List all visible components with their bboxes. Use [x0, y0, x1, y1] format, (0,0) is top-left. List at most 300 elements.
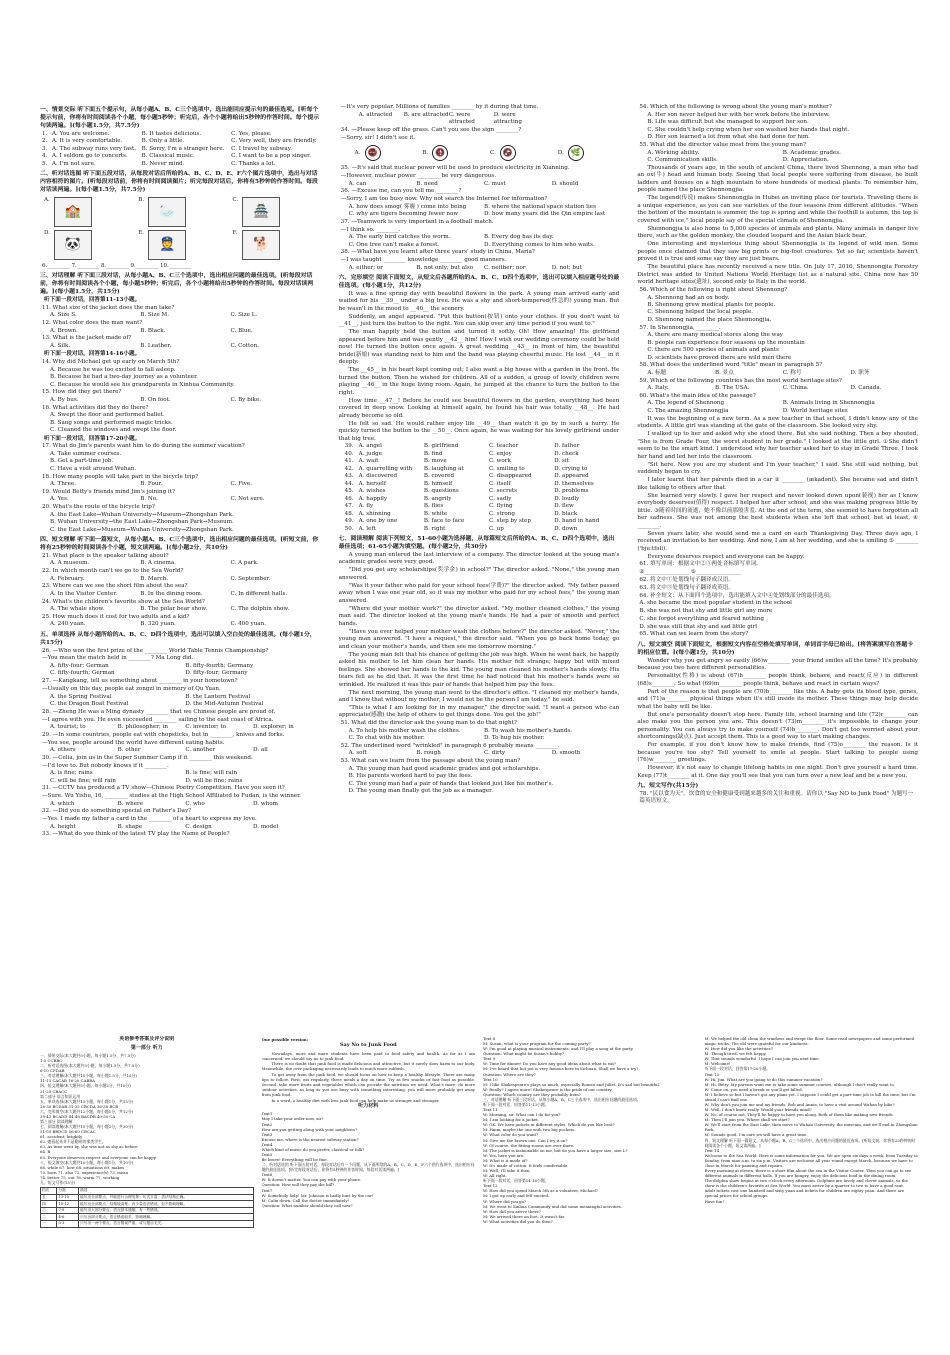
option: C. I travel by subway.: [231, 145, 292, 152]
task-line: 61. 填写单词：根据文中②⑤两处音标填写单词。: [639, 561, 762, 568]
model-essay-body: [262, 1051, 476, 1103]
picture-image-icon: 🦢: [148, 197, 186, 227]
option: B. Academic grades.: [782, 149, 841, 156]
cloze-option: D. check: [554, 450, 579, 457]
cloze-option: D. themselves: [554, 480, 594, 487]
option: B. Leather.: [140, 342, 172, 349]
cloze-option: D. appeared: [554, 473, 589, 480]
answer-line: 九、短文写作(15分): [40, 1179, 76, 1185]
answer-line: 61. accident; brightly: [40, 1134, 83, 1140]
transcript-line: Adult tickets cost one hundred and sixty yuan and tickets for children are eighty yuan. And there are special prices for school groups.: [704, 1188, 905, 1199]
column-reading-writing: [637, 104, 918, 1032]
passage-paragraph: "Was it your father who paid for your school fees(学费)?" the director asked. "My father passed away when I was one year old, so it was my mother who paid for my school fees," the young man answered.: [338, 582, 620, 604]
answer-line: 七、阅读理解(本大题共15小题，每小题2分，共30分): [40, 1124, 134, 1130]
section-2-heading: 二、听对话选图 听下面五段对话，从每段对话后所给的A、B、C、D、E、F六个图片选项中，选出与对话内容相符的图片。[听每段对话前，你将有时间阅读图片；听完每段对话后，你将有5秒钟的作答时间。每段对话读两遍。](每小题1.5分，共7.5分): [40, 170, 318, 193]
option: D. Her son learned a lot from what she had done for him.: [647, 134, 810, 141]
transcript-line: W: How did you spend March 5th as a volunteer, Michael?: [483, 1188, 598, 1194]
passage-paragraph: A young man entered the last interview of a company. The director looked at the young man's academic grades were very good.: [338, 551, 620, 566]
question: 23. Where can we see the short film about the sea?: [42, 583, 188, 590]
cloze-option: A. quarrelling with: [358, 465, 413, 472]
option-row: [647, 150, 918, 157]
option-row: [349, 773, 620, 780]
cloze-option: D. down: [554, 525, 578, 532]
transcript-line: 听下面一段对话，回答第14-16小题。: [483, 1178, 549, 1184]
question: 60. What's the main idea of the passage?: [639, 392, 756, 399]
transcript-line: W: Time for dinner! Do you have any good ideas about what to eat?: [483, 1061, 616, 1067]
essay-paragraph: There is no doubt that junk food is made delicious and attractive, but it surely does harm to our body. Meanwhile, the over packaging necessarily leads to much more rubbish.: [261, 1061, 475, 1072]
cloze-option: C. step by step: [489, 518, 531, 525]
question: 30. —Celia, join us in the Super Summer Camp if it ________ this weekend.: [42, 754, 253, 761]
option: C. must: [484, 180, 506, 187]
transcript-line: W: How did you arrive there?: [483, 1208, 541, 1214]
score-row: [41, 1201, 254, 1208]
transcript-line: Every morning at eleven, there is a short film about the sea in the Visitor Center. Then you can go to see different animals in different halls. If you are hungry, enjoy the delicious food in the dining room.: [704, 1168, 912, 1179]
option-row: [647, 370, 918, 377]
score-cell: 7-9: [57, 1207, 79, 1214]
option: A. others: [50, 747, 76, 754]
question: 13. What is the jacket made of?: [42, 335, 132, 342]
transcript-line: W: No, of course not. They'll be happy to have you along. Both of them like making new friends.: [704, 1112, 894, 1118]
question-reply: —Sorry, I am too busy now. Why not search the Internet for information?: [340, 196, 548, 203]
option: B. Never mind.: [141, 160, 185, 167]
passage-paragraph: The beautiful place has recently received a new title. On July 17, 2016, Shennongjia Forestry District was added to United Nations World Heritage list as a natural site. China now has 50 world heritage sites(遗址), second only to Italy in the world.: [637, 264, 919, 286]
option: D. model: [253, 823, 279, 830]
option: A. The early bird catches the worm.: [348, 234, 451, 241]
question-34-reply: —Sorry, sir! I didn't see it.: [340, 134, 416, 141]
transcript-line: W: All right.: [483, 1173, 507, 1179]
option: C. Five.: [230, 481, 252, 488]
option: A. It is very comfortable.: [52, 138, 123, 145]
question-14: 14. Why did Michael get up early on March 5th?: [42, 359, 180, 366]
option: B. No.: [140, 496, 158, 503]
reading-passage-b: [637, 165, 918, 287]
option-row: [647, 302, 918, 309]
passage-paragraph: The young man felt that his chance of getting the job was high. When he went back, he happily asked his mother to let him clean her hands. His mother felt strange; happy but with mixed feelings. She showed her hands to the kid. The young man cleaned his mother's hands slowly. His tears fell as he did that. It was the first time he had noticed that his mother's hands were so wrinkled. He realized it was this pair of hands that helped him pay the fees.: [338, 651, 620, 688]
cloze-option: C. smiling to: [489, 465, 525, 472]
option: D. all: [253, 747, 268, 754]
transcript-column-3: [705, 1036, 919, 1341]
reading-passage-a: [339, 552, 620, 720]
option-row: [359, 112, 539, 127]
task-line: ②________________ ⑤________________: [639, 569, 741, 576]
score-cell: 档次: [41, 1188, 57, 1195]
passage-paragraph: "Did you get any scholarships(奖学金) in school?" The director asked. "None," the young man answered.: [338, 567, 620, 581]
option: D. will be fine; rains: [185, 777, 243, 784]
passage-paragraph: Wonder why you get angry so easily (66)w________ your friend smiles all the time? It's probably because you two have different personalities.: [637, 657, 919, 672]
picture-answer-blanks: 6.________ 7.________ 8.________ 9.________ 10.________: [42, 262, 192, 269]
option-row: [50, 343, 321, 350]
transcript-line: W: What color do you want?: [483, 1132, 539, 1138]
option: B. rough: [416, 750, 441, 757]
answer-key-subtitle: 第一部分 听力: [130, 1044, 163, 1051]
transcript-line: M: Well, I'll take it then.: [483, 1168, 531, 1174]
cloze-option: D. father: [554, 443, 580, 450]
answer-line: 第三部分 阅读理解: [40, 1119, 73, 1125]
question-number: 1.: [42, 130, 48, 137]
task-line: 63. 将文中③处划线句子翻译成英语。: [639, 584, 734, 591]
option: B. 320 yuan.: [140, 621, 176, 628]
option: A. fifty-four; German: [50, 662, 109, 669]
cloze-number: 48.: [344, 510, 354, 517]
question-number: 5.: [42, 160, 48, 167]
question-20-options: [40, 512, 321, 534]
answer-key-title: 英语参考答案及评分说明: [119, 1036, 175, 1042]
column-listening: [40, 104, 321, 1032]
cloze-paragraph: The man happily held the button and turned it softly. Oh! How amazing! His girlfriend appeared before him and was gently __42__ him! How I wish our wedding ceremony could be held now! He turned the button once again. A great wedding __43__ in front of him, the beautiful bride(新娘) was standing next to him and the band was playing cheerful music. He lost __44__ in it deeply.: [338, 329, 620, 366]
question: 29. —In some countries, people eat with chopsticks, but in ________, knives and forks.: [42, 731, 285, 738]
question: 53. What can we learn from the passage about the young man?: [340, 758, 521, 765]
option: A. Italy.: [647, 385, 669, 392]
cloze-option: B. himself: [423, 480, 453, 487]
sign-label: C.: [490, 149, 496, 156]
option: C. In different halls.: [230, 590, 288, 597]
option: C. the Dragon Boat Festival: [50, 700, 129, 707]
option-row: [50, 374, 321, 381]
option: B. Animals living in Shennongjia: [782, 400, 875, 407]
answer-line: 66. while 67. how 68. situations 69. makes: [40, 1164, 125, 1170]
question-34: 34. —Please keep off the grass. Can't you see the sign ________?: [340, 127, 522, 134]
option: D. Canada.: [850, 385, 882, 392]
option-row: [50, 496, 321, 503]
answer-line: 65. Everyone deserves respect and everyone can be happy.: [40, 1154, 157, 1160]
option-row: [647, 112, 918, 119]
column-grammar-cloze: [339, 104, 620, 1032]
question-row: [42, 146, 321, 153]
option: A. which: [50, 800, 75, 807]
transcript-line: W: Yes, here you are.: [483, 1152, 525, 1158]
transcript-line: W: Hi, Jim. What are you going to do this summer vacation?: [704, 1076, 823, 1082]
section-6-heading: 六、完形填空 阅读下面短文，从短文后各题所给的A、B、C、D四个选项中，选出可以填入相应题号处的最佳选项。(每小题1分，共12分): [338, 274, 620, 290]
picture-option: [232, 230, 320, 260]
option-row: [50, 328, 321, 335]
transcript-line: Text2: [261, 1121, 273, 1127]
option: C. Size L.: [230, 312, 258, 319]
option: C. why are tigers becoming fewer now: [348, 211, 459, 218]
option-row: [50, 621, 321, 628]
option-row: [647, 317, 918, 324]
picture-option: [44, 230, 132, 260]
passage-paragraph: I later learnt that her parents died in a car ② ________ (ækadənt). She became sad and didn't like talking to others after that.: [637, 477, 919, 491]
score-cell: 能写出全部要点，并能进行合理发挥；句式丰富，语法结构正确。: [79, 1194, 253, 1201]
cloze-number: 41.: [344, 458, 354, 465]
option: C. Blue.: [230, 327, 253, 334]
answer-line: 一、情景交际(本大题共5小题，每小题1.5分，共7.5分): [40, 1053, 136, 1058]
option: B. The polar bear show.: [140, 606, 208, 613]
answer-line: 五、单项选择(本大题共15小题，每小题1分，共15分): [40, 1098, 134, 1104]
cloze-number: 40.: [344, 450, 354, 457]
option: A. To help his mother wash the clothes.: [348, 727, 461, 734]
question: 56. Which of the following is right about Shennong?: [639, 287, 788, 294]
question-20: 20. What's the route of the bicycle trip?: [42, 504, 155, 511]
option: C. Cleaned the windows and swept the floor.: [50, 427, 177, 434]
option: D. 职务: [850, 369, 870, 376]
transcript-line: The dolphin show begins at two o'clock every afternoon. Dolphins are lovely and clever animals, so the show is the children's favorite at Sea World. You must arrive by a quarter to two to have a good seat.: [704, 1178, 908, 1189]
option-row: [349, 728, 620, 735]
transcript-line: May I take your order now, sir?: [261, 1116, 324, 1122]
model-essay-heading: One possible version:: [261, 1037, 309, 1042]
task-line: 64. 补全短文：从下面四个选项中，选出能填入文中④处划线部分的最佳选项。: [639, 592, 835, 599]
option: A. Take summer courses.: [50, 450, 122, 457]
transcript-line: Text 12: [483, 1183, 498, 1189]
task-line: A. she became the most popular student in the school: [639, 600, 792, 607]
option: B. To wash his mother's hands.: [484, 727, 573, 734]
answer-line: 39-43 BCADD 44-48 BACDB 49-50 CA: [40, 1113, 116, 1119]
task-line: 65. What can we learn from the story?: [639, 631, 749, 638]
option: B. Sang songs and performed magic tricks.: [50, 419, 173, 426]
answer-line: 64. B: [40, 1149, 51, 1155]
cloze-option: B. right: [423, 525, 446, 532]
option: C. there are 500 species of animals and plants: [647, 347, 779, 354]
question: 27. —Kangkang, tell us something about ________ in your hometown?: [42, 678, 238, 685]
cloze-option: C. itself: [489, 480, 511, 487]
cloze-number: 44.: [344, 480, 354, 487]
option: B. Get a part-time job.: [50, 458, 114, 465]
option: A. can: [348, 180, 367, 187]
option-row: [50, 824, 321, 831]
transcript-line: Text7: [261, 1187, 273, 1193]
option-row: [647, 134, 918, 141]
question: 37. —Teamwork is very important in a football match.: [340, 218, 494, 225]
cloze-option: D. problems: [554, 488, 589, 495]
section-5-heading: 五、单项选择 从每小题所给的A、B、C、D四个选项中，选出可以填入空白处的最佳选项。(每小题1分，共15分): [40, 630, 316, 646]
transcript-line: Question: What might be Susan's hobby?: [483, 1051, 564, 1057]
sign-option: [558, 145, 620, 161]
exam-columns: [40, 104, 918, 1032]
transcript-line: Text5: [261, 1151, 273, 1157]
cloze-number: 42.: [344, 465, 354, 472]
score-cell: 三: [41, 1207, 57, 1214]
option: A. I'm not sure.: [52, 160, 96, 167]
section-5-questions: [40, 648, 321, 839]
option-row: [50, 663, 321, 670]
transcript-line: M: I got up early and felt excited.: [483, 1193, 550, 1199]
answer-line: 6-10 CFDAB: [40, 1068, 65, 1074]
option: B. Size M.: [140, 312, 170, 319]
passage-paragraph: Everyone deserves respect and everyone can be happy.: [647, 553, 805, 560]
passage-paragraph: She learned very slowly. I gave her respect and never looked down upon(藐视) her as I know everybody deserves(值得) respect. I helped her after school, and she was making progress little by little. ③随着时间的流逝，她不像以前那般害羞. At the end of the term, she seemed to have forgotten all her sadness. She was not among the best students when she left that school, but at least, ④ ________.: [637, 492, 919, 529]
transcript-line: Welcome to the Sea World. Here is some information for you. We are open six days a week, from Tuesday to Sunday, from nine a.m. to six p.m. Visitors are welcome all year round except March, because we have to close in March for painting and repairs.: [704, 1152, 918, 1168]
cloze-option: D. flew: [554, 503, 574, 510]
option: B. Wuhan University→the East Lake→Zhongshan Park→Museum.: [50, 519, 234, 526]
cloze-option: B. questions: [423, 488, 459, 495]
cloze-number: 45.: [344, 488, 354, 495]
transcript-line: M: The jacket is fashionable on me, but do you have a larger size, size L?: [483, 1147, 628, 1153]
option: A. The young man had good academic grades and got scholarships.: [348, 765, 541, 772]
transcript-line: W: It doesn't matter. You can pay with your phone.: [261, 1177, 362, 1183]
question-reply: —Sure. Wu Yishu, 16, ________ studies at the High School Affiliated to Fudan, is the winner.: [42, 793, 301, 800]
cloze-option: B. girlfriend: [423, 443, 459, 450]
option: C. inventor; to: [185, 724, 227, 731]
option: C. Cotton.: [230, 342, 259, 349]
option: C. dirty: [484, 750, 506, 757]
option: B. 景点: [715, 369, 734, 376]
question: 31. —CCTV has produced a TV show—Chinese Poetry Competition. Have you seen it?: [42, 785, 285, 792]
task-line: D. she was still that shy and sad little girl: [639, 623, 758, 630]
question-16: 16. What activities did they do there?: [42, 404, 149, 411]
option: C. Very well, they are friendly.: [231, 138, 317, 145]
picture-label: A.: [44, 196, 50, 203]
option-row: [50, 519, 321, 526]
option-row: [50, 701, 321, 708]
score-row: [41, 1188, 254, 1195]
question: 33. —What do you think of the latest TV play the Name of People?: [42, 831, 230, 838]
section-7-heading: 七、阅读理解 阅读下列短文，51-60小题为选择题，从每篇短文后所给的A、B、C、D四个选项中，选出最佳选项；61-65小题为填空题。(每小题2分，共30分): [338, 534, 615, 550]
option-row: [50, 481, 321, 488]
option: A. is fine; rains: [50, 770, 93, 777]
answer-line: 1-5 CCBBC: [40, 1058, 63, 1064]
transcript-line: Have fun!: [704, 1198, 724, 1204]
sign-label: A.: [354, 149, 361, 156]
transcript-line: Text 11: [483, 1107, 498, 1113]
transcript-line: Be brave! Everything will be fine.: [261, 1157, 328, 1163]
cloze-option: C. up: [489, 525, 504, 532]
sign-option: [490, 145, 552, 161]
option: C. Communication skills.: [647, 156, 718, 163]
score-cell: 13-15: [57, 1194, 79, 1201]
answer-key-strip: [40, 1036, 918, 1341]
answer-line: 六、完形填空(本大题共12小题，每小题1分，共12分): [40, 1108, 134, 1114]
transcript-line: M: We arrived there on foot. It wasn't far.: [483, 1213, 566, 1219]
question-55-options: [637, 150, 918, 165]
option: A. Three.: [50, 481, 77, 488]
cloze-option: B. flies: [423, 503, 444, 510]
transcript-line: Text3: [261, 1131, 273, 1137]
transcript-line: M: Welcome!: [704, 1061, 731, 1067]
score-cell: 四: [41, 1201, 57, 1208]
question: 26. —Who won the first prize of the ________ World Table Tennis Championship?: [42, 647, 269, 654]
picture-option: [138, 197, 226, 227]
question-text: 15. How did they get there?: [42, 389, 122, 396]
sign-label: D.: [557, 149, 564, 156]
option: D. Shennong named the place Shennongjia.: [647, 316, 772, 323]
transcript-line: M: Sounds good. I'm sure we will have a great time.: [704, 1132, 808, 1138]
option-row: [647, 355, 918, 362]
question-17: 17. What do Jim's parents want him to do during the summer vacation?: [42, 443, 245, 450]
passage-paragraph: Personality(性格) is about (67)h________ people think, behave, and react(反应) in different (68)s________. So what (69)m________ people think, behave and react in certain ways?: [637, 673, 919, 687]
question-number: 2.: [42, 138, 48, 145]
option: B. other: [117, 747, 141, 754]
option-row: [50, 724, 321, 731]
option: A. tourist; to: [50, 724, 86, 731]
transcript-line: Question: How will they pay the bill?: [261, 1182, 335, 1188]
transcript-line: 三、对话理解 听下面三段对话，从每小题A、B、C三个选项中，选出相应问题的最佳选项。: [483, 1096, 641, 1102]
section-1-heading: 一、情景交际 听下面五个提示句，从每小题A、B、C三个选项中，选出能回应提示句的最佳选项。[听每个提示句前，你将有时间阅读各个小题，每小题5秒钟；听完后，各个小题将给出5秒钟的作答时间。每个提示句读两遍。](每小题1.5分，共7.5分): [40, 106, 320, 129]
answer-line: 第二部分 语言知识运用: [40, 1093, 81, 1099]
option: D. explorer; in: [253, 724, 294, 731]
option-row: [50, 576, 321, 583]
transcript-line: Text 14: [704, 1147, 720, 1153]
picture-label: D.: [44, 229, 51, 236]
option: C. She couldn't help crying when her son washed her hands that night.: [647, 126, 850, 133]
section-4-heading: 四、短文理解 听下面一篇短文，从每小题A、B、C三个选项中，选出相应问题的最佳选项。[听短文前，你将有25秒钟的时间阅读各个小题，短文读两遍。](每小题2分，共10分): [40, 536, 319, 551]
option: B. A cinema.: [140, 560, 176, 567]
answer-line: 11-15 CACAB 16-20 CABBA: [40, 1078, 95, 1084]
option: A. By bus.: [50, 396, 79, 403]
option: C. A park.: [230, 560, 259, 567]
option-row: [50, 770, 321, 777]
option: B. fifty-fourth; Germany: [185, 662, 254, 669]
transcript-column-2: [483, 1036, 697, 1341]
question-text: 18. How many people will take part in the bicycle trip?: [42, 473, 199, 480]
option: D. World heritage sites: [782, 407, 848, 414]
option: C. Yes, please.: [231, 130, 272, 137]
option-row: [349, 735, 620, 742]
option: A. February.: [50, 575, 85, 582]
option: C. the East Lake→Museum→Wuhan University→Zhongshan Park.: [50, 526, 234, 533]
picture-label: F.: [232, 229, 238, 236]
option-row: [50, 694, 321, 701]
answer-line: 70. born 71. also 72. experience(s) 73. mean: [40, 1169, 129, 1175]
question-17-options: [40, 451, 321, 473]
answer-line: 四、短文理解(本大题共5小题，每小题2分，共10分): [40, 1083, 131, 1089]
cloze-paragraph: Suddenly, an angel appeared. "Put this button(按钮) onto your clothes. If you don't want to __41__, just turn the button to the right. You can skip over any time period if you want to.": [338, 313, 620, 328]
option: A. the East Lake→Wuhan University→Museum→Zhongshan Park.: [50, 511, 234, 518]
question-number: 4.: [42, 153, 48, 160]
question-18: [40, 474, 321, 489]
option: B. not only; but also: [416, 264, 474, 271]
transcript-line: M: I believe so but I haven't got any plans yet. I suppose I could get a part-time job to kill the time, but I'm afraid I can't find one.: [704, 1091, 916, 1102]
transcript-title: 听力材料: [358, 1102, 379, 1109]
option: C. To chat with his mother.: [348, 735, 425, 742]
cloze-option: D. loudly: [554, 495, 580, 502]
score-row: [41, 1214, 254, 1221]
option: C. neither; nor: [484, 264, 526, 271]
option: B. Every dog has its day.: [484, 234, 554, 241]
option-row: [647, 119, 918, 126]
passage-paragraph: Part of the reason is that people are (70)b________ like this. A baby gets its blood type, genes, and (71)a________ physical things when it's still inside its mother. These things may help decide what the baby will be like.: [637, 688, 919, 710]
option: D. not; but: [551, 264, 582, 271]
writing-prompt: 78. "民以食为天"，饮食的安全和健康受到越来越多的关注和重视。请你以 "Say NO to Junk Food" 为题写一篇英语短文。: [639, 790, 914, 805]
option: A. You are welcome.: [52, 130, 110, 137]
dialogue-1-questions: [40, 305, 321, 351]
question: 22. In which month can't we go to the Sea World?: [42, 568, 184, 575]
option-row: [647, 347, 918, 354]
cloze-option: B. covered: [423, 473, 455, 480]
transcript-line: W: That sounds wonderful. I hope I can join you next time.: [704, 1056, 820, 1062]
sign-label: B.: [422, 149, 429, 156]
transcript-line: 听下面一段对话，回答第17-20小题。: [704, 1066, 771, 1072]
transcript-line: W: Come on, you need a break or you'll get killed.: [704, 1086, 803, 1092]
option: C. Not sure.: [230, 496, 265, 503]
cloze-option: A. wait: [358, 458, 379, 465]
cloze-option: C. strong: [489, 510, 515, 517]
reading-a-questions: [339, 720, 620, 795]
option-row: [647, 340, 918, 347]
question: 52. The underlined word "wrinkled" in paragraph 6 probably means ________.: [340, 743, 560, 749]
passage-paragraph: Shennongjia is also home to 5,000 species of animals and plants. Many animals in danger live there, such as the golden monkey, the clouded leopard and the Asian black bear.: [637, 225, 919, 240]
answer-line: 26-30 BCDAB 31-35 CBCDA 36-38 BCB: [40, 1103, 119, 1109]
option: C. September.: [230, 575, 271, 582]
question-reply: —I think so. ________.: [340, 226, 401, 233]
option-row: [50, 427, 321, 434]
cloze-option: A. fly: [358, 503, 374, 510]
option: A. soft: [348, 750, 367, 757]
question-row: [42, 138, 321, 145]
picture-label: E.: [138, 229, 145, 236]
option: A. I seldom go to concerts.: [52, 153, 128, 160]
question-54-options: [637, 112, 918, 142]
question-row: [42, 161, 321, 168]
cloze-option: A. discovered: [358, 473, 398, 480]
option-row: [349, 204, 620, 211]
cloze-option: B. find: [423, 450, 443, 457]
question-reply: —Usually on this day, people eat zongzi in memory of Qu Yuan.: [42, 686, 221, 693]
section-1-questions: [40, 131, 321, 168]
cloze-option: A. judge: [358, 450, 383, 457]
option: A. A museum.: [50, 560, 90, 567]
essay-paragraph: Nowadays, more and more students have been paid to food safety and health. As far as I am concerned, we should say no to junk food.: [261, 1050, 475, 1061]
cloze-number: 49.: [344, 518, 354, 525]
